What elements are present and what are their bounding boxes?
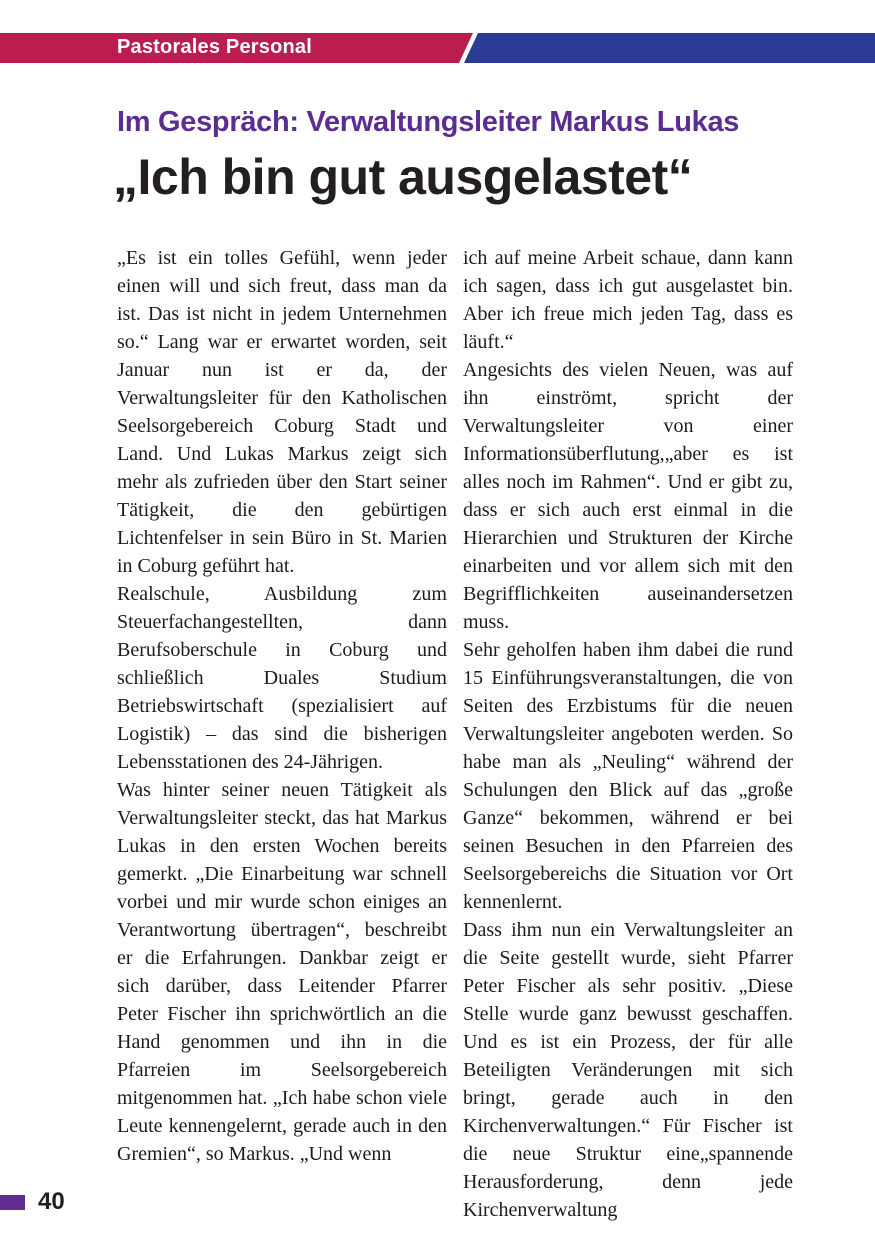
- article-kicker: Im Gespräch: Verwaltungsleiter Markus Lukas: [117, 106, 740, 138]
- page-number: 40: [38, 1188, 65, 1215]
- section-header-bar: [0, 33, 875, 63]
- article-column-right: [463, 244, 793, 1224]
- page-number-marker: [0, 1195, 25, 1210]
- article-headline: „Ich bin gut ausgelastet“: [113, 149, 693, 205]
- article-body: [117, 244, 793, 1224]
- article-paragraph: „Es ist ein tolles Gefühl, wenn jeder einen will und sich freut, dass man da ist. Das ist nicht in jedem Unternehmen so.“ Lang war er erwartet worden, seit Januar nun ist er da, der Verwaltungsleiter für den Katholischen Seelsorgebereich Coburg Stadt und Land. Und Lukas Markus zeigt sich mehr als zufrieden über den Start seiner Tätigkeit, die den gebürtigen Lichtenfelser in sein Büro in St. Marien in Coburg geführt hat.: [117, 247, 447, 577]
- article-column-left: [117, 244, 447, 1224]
- article-paragraph: Was hinter seiner neuen Tätigkeit als Verwaltungsleiter steckt, das hat Markus Lukas in den ersten Wochen bereits gemerkt. „Die Einarbeitung war schnell vorbei und mir wurde schon einiges an Verantwortung übertragen“, beschreibt er die Erfahrungen. Dankbar zeigt er sich darüber, dass Leitender Pfarrer Peter Fischer ihn sprichwörtlich an die Hand genommen und ihn in die Pfarreien im Seelsorgebereich mitgenommen hat. „Ich habe schon viele Leute kennengelernt, gerade auch in den Gremien“, so Markus. „Und wenn: [117, 779, 447, 1165]
- section-label: Pastorales Personal: [117, 35, 313, 58]
- article-paragraph: Dass ihm nun ein Verwaltungsleiter an die Seite gestellt wurde, sieht Pfarrer Peter Fischer als sehr positiv. „Diese Stelle wurde ganz bewusst geschaffen. Und es ist ein Prozess, der für alle Beteiligten Veränderungen mit sich bringt, gerade auch in den Kirchenverwaltungen.“ Für Fischer ist die neue Struktur eine„spannende Herausforderung, denn jede Kirchenverwaltung: [463, 919, 793, 1221]
- article-paragraph: ich auf meine Arbeit schaue, dann kann ich sagen, dass ich gut ausgelastet bin. Aber ich freue mich jeden Tag, dass es läuft.“: [463, 247, 793, 353]
- article-paragraph: Sehr geholfen haben ihm dabei die rund 15 Einführungsveranstaltungen, die von Seiten des Erzbistums für die neuen Verwaltungsleiter angeboten werden. So habe man als „Neuling“ während der Schulungen den Blick auf das „große Ganze“ bekommen, während er bei seinen Besuchen in den Pfarreien des Seelsorgebereichs die Situation vor Ort kennenlernt.: [463, 639, 793, 913]
- page-footer: [0, 1188, 65, 1215]
- article-paragraph: Angesichts des vielen Neuen, was auf ihn einströmt, spricht der Verwaltungsleiter von einer Informationsüberflutung,„aber es ist alles noch im Rahmen“. Und er gibt zu, dass er sich auch erst einmal in die Hierarchien und Strukturen der Kirche einarbeiten und vor allem sich mit den Begrifflichkeiten auseinandersetzen muss.: [463, 359, 793, 633]
- article-paragraph: Realschule, Ausbildung zum Steuerfachangestellten, dann Berufsoberschule in Coburg und schließlich Duales Studium Betriebswirtschaft (spezialisiert auf Logistik) – das sind die bisherigen Lebensstationen des 24-Jährigen.: [117, 583, 447, 773]
